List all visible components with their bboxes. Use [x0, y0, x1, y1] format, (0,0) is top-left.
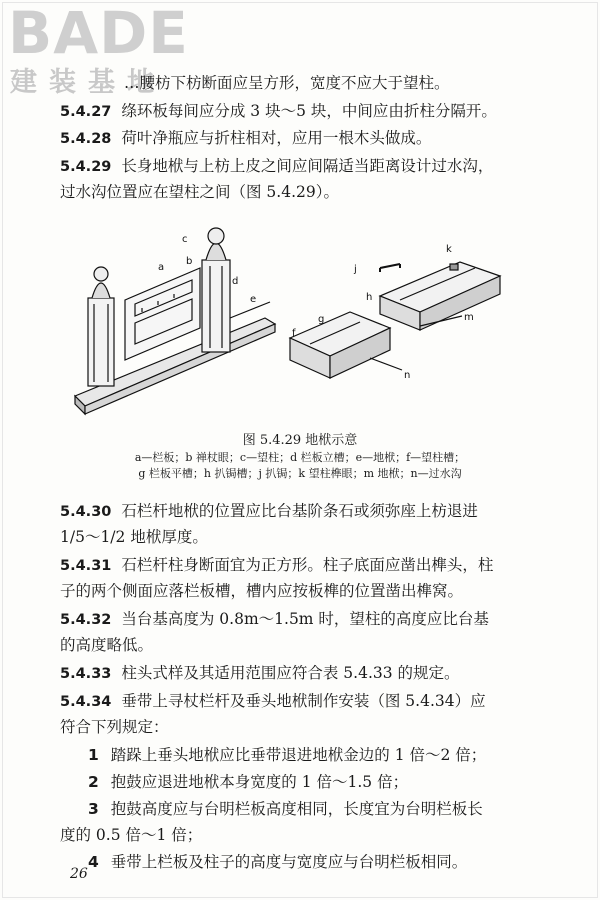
list-text: 抱鼓高度应与台明栏板高度相同，长度宜为台明栏板长 [110, 800, 483, 818]
clause-text: 荷叶净瓶应与折柱相对，应用一根木头做成。 [121, 129, 432, 147]
clause-text: 垂带上寻杖栏杆及垂头地栿制作安装（图 5.4.34）应 [121, 692, 486, 710]
list-number: 1 [88, 746, 99, 764]
clause-text: 柱头式样及其适用范围应符合表 5.4.33 的规定。 [121, 664, 460, 682]
list-item-3-cont [60, 824, 560, 846]
label-f: f [292, 328, 296, 339]
page-number: 26 [70, 866, 88, 882]
clause-number: 5.4.30 [60, 504, 112, 520]
clause-5-4-31-cont [60, 580, 560, 602]
list-item-2 [88, 771, 560, 793]
list-text: 度的 0.5 倍～1 倍； [60, 826, 203, 844]
clause-text: 石栏杆柱身断面宜为正方形。柱子底面应凿出榫头，柱 [121, 556, 494, 574]
clause-text: 绦环板每间应分成 3 块～5 块，中间应由折柱分隔开。 [121, 102, 497, 120]
clause-text: 的高度略低。 [60, 636, 154, 654]
label-d: d [232, 276, 239, 287]
clause-text: 子的两个侧面应落栏板槽，槽内应按板榫的位置凿出榫窝。 [60, 582, 464, 600]
clause-5-4-34-cont [60, 716, 560, 738]
label-h: h [366, 292, 373, 303]
logo-subtitle: 建装基地 [10, 67, 166, 98]
clause-5-4-33 [60, 662, 560, 685]
clause-5-4-28 [60, 127, 560, 150]
clause-5-4-30 [60, 500, 560, 523]
clause-text: 石栏杆地栿的位置应比台基阶条石或须弥座上枋退进 [121, 502, 478, 520]
figure-legend-line-1: a—栏板；b 禅杖眼；c—望柱；d 栏板立槽；e—地栿；f—望柱槽； [134, 451, 466, 464]
list-item-1 [88, 744, 560, 766]
clause-5-4-32-cont [60, 634, 560, 656]
clause-number: 5.4.34 [60, 694, 112, 710]
list-number: 3 [88, 800, 99, 818]
clause-text: 符合下列规定： [60, 718, 169, 736]
clause-number: 5.4.28 [60, 131, 112, 147]
label-k: k [446, 244, 452, 255]
label-n: n [404, 370, 411, 381]
clause-5-4-34 [60, 690, 560, 713]
label-m: m [464, 312, 474, 323]
clause-5-4-30-cont [60, 526, 560, 548]
clause-text: 过水沟位置应在望柱之间（图 5.4.29）。 [60, 183, 339, 201]
label-c: c [182, 234, 188, 245]
list-number: 2 [88, 773, 99, 791]
list-item-4 [88, 851, 560, 873]
label-a: a [158, 262, 165, 273]
left-drawing [75, 228, 275, 414]
label-g: g [318, 314, 325, 325]
clause-text: 长身地栿与上枋上皮之间应间隔适当距离设计过水沟， [121, 157, 494, 175]
clause-5-4-27 [60, 100, 560, 123]
figure-5-4-29 [70, 208, 530, 428]
clause-text: 当台基高度为 0.8m～1.5m 时，望柱的高度应比台基 [121, 610, 489, 628]
list-number: 4 [88, 853, 99, 871]
label-b: b [186, 256, 193, 267]
clause-5-4-31 [60, 554, 560, 577]
clause-number: 5.4.29 [60, 159, 112, 175]
figure-caption: 图 5.4.29 地栿示意 [242, 433, 358, 448]
list-text: 抱鼓应退进地栿本身宽度的 1 倍～1.5 倍； [110, 773, 409, 791]
clause-5-4-32 [60, 608, 560, 631]
clause-5-4-29 [60, 155, 560, 178]
label-j: j [354, 264, 357, 275]
clause-number: 5.4.31 [60, 558, 112, 574]
clause-number: 5.4.27 [60, 104, 112, 120]
list-text: 踏跺上垂头地栿应比垂带退进地栿金边的 1 倍～2 倍； [110, 746, 487, 764]
logo-brand: BADE [8, 0, 189, 67]
list-text: 垂带上栏板及柱子的高度与宽度应与台明栏板相同。 [110, 853, 468, 871]
list-item-3 [88, 798, 560, 820]
clause-number: 5.4.33 [60, 666, 112, 682]
text-line [124, 72, 560, 94]
figure-legend-line-2: g 栏板平槽；h 扒锔槽；j 扒锔；k 望柱榫眼；m 地栿；n—过水沟 [138, 467, 462, 480]
label-e: e [250, 294, 257, 305]
line-text: …腰枋下枋断面应呈方形，宽度不应大于望柱。 [124, 74, 450, 92]
clause-text: 1/5～1/2 地栿厚度。 [60, 528, 208, 546]
clause-number: 5.4.32 [60, 612, 112, 628]
clause-5-4-29-cont [60, 181, 560, 203]
